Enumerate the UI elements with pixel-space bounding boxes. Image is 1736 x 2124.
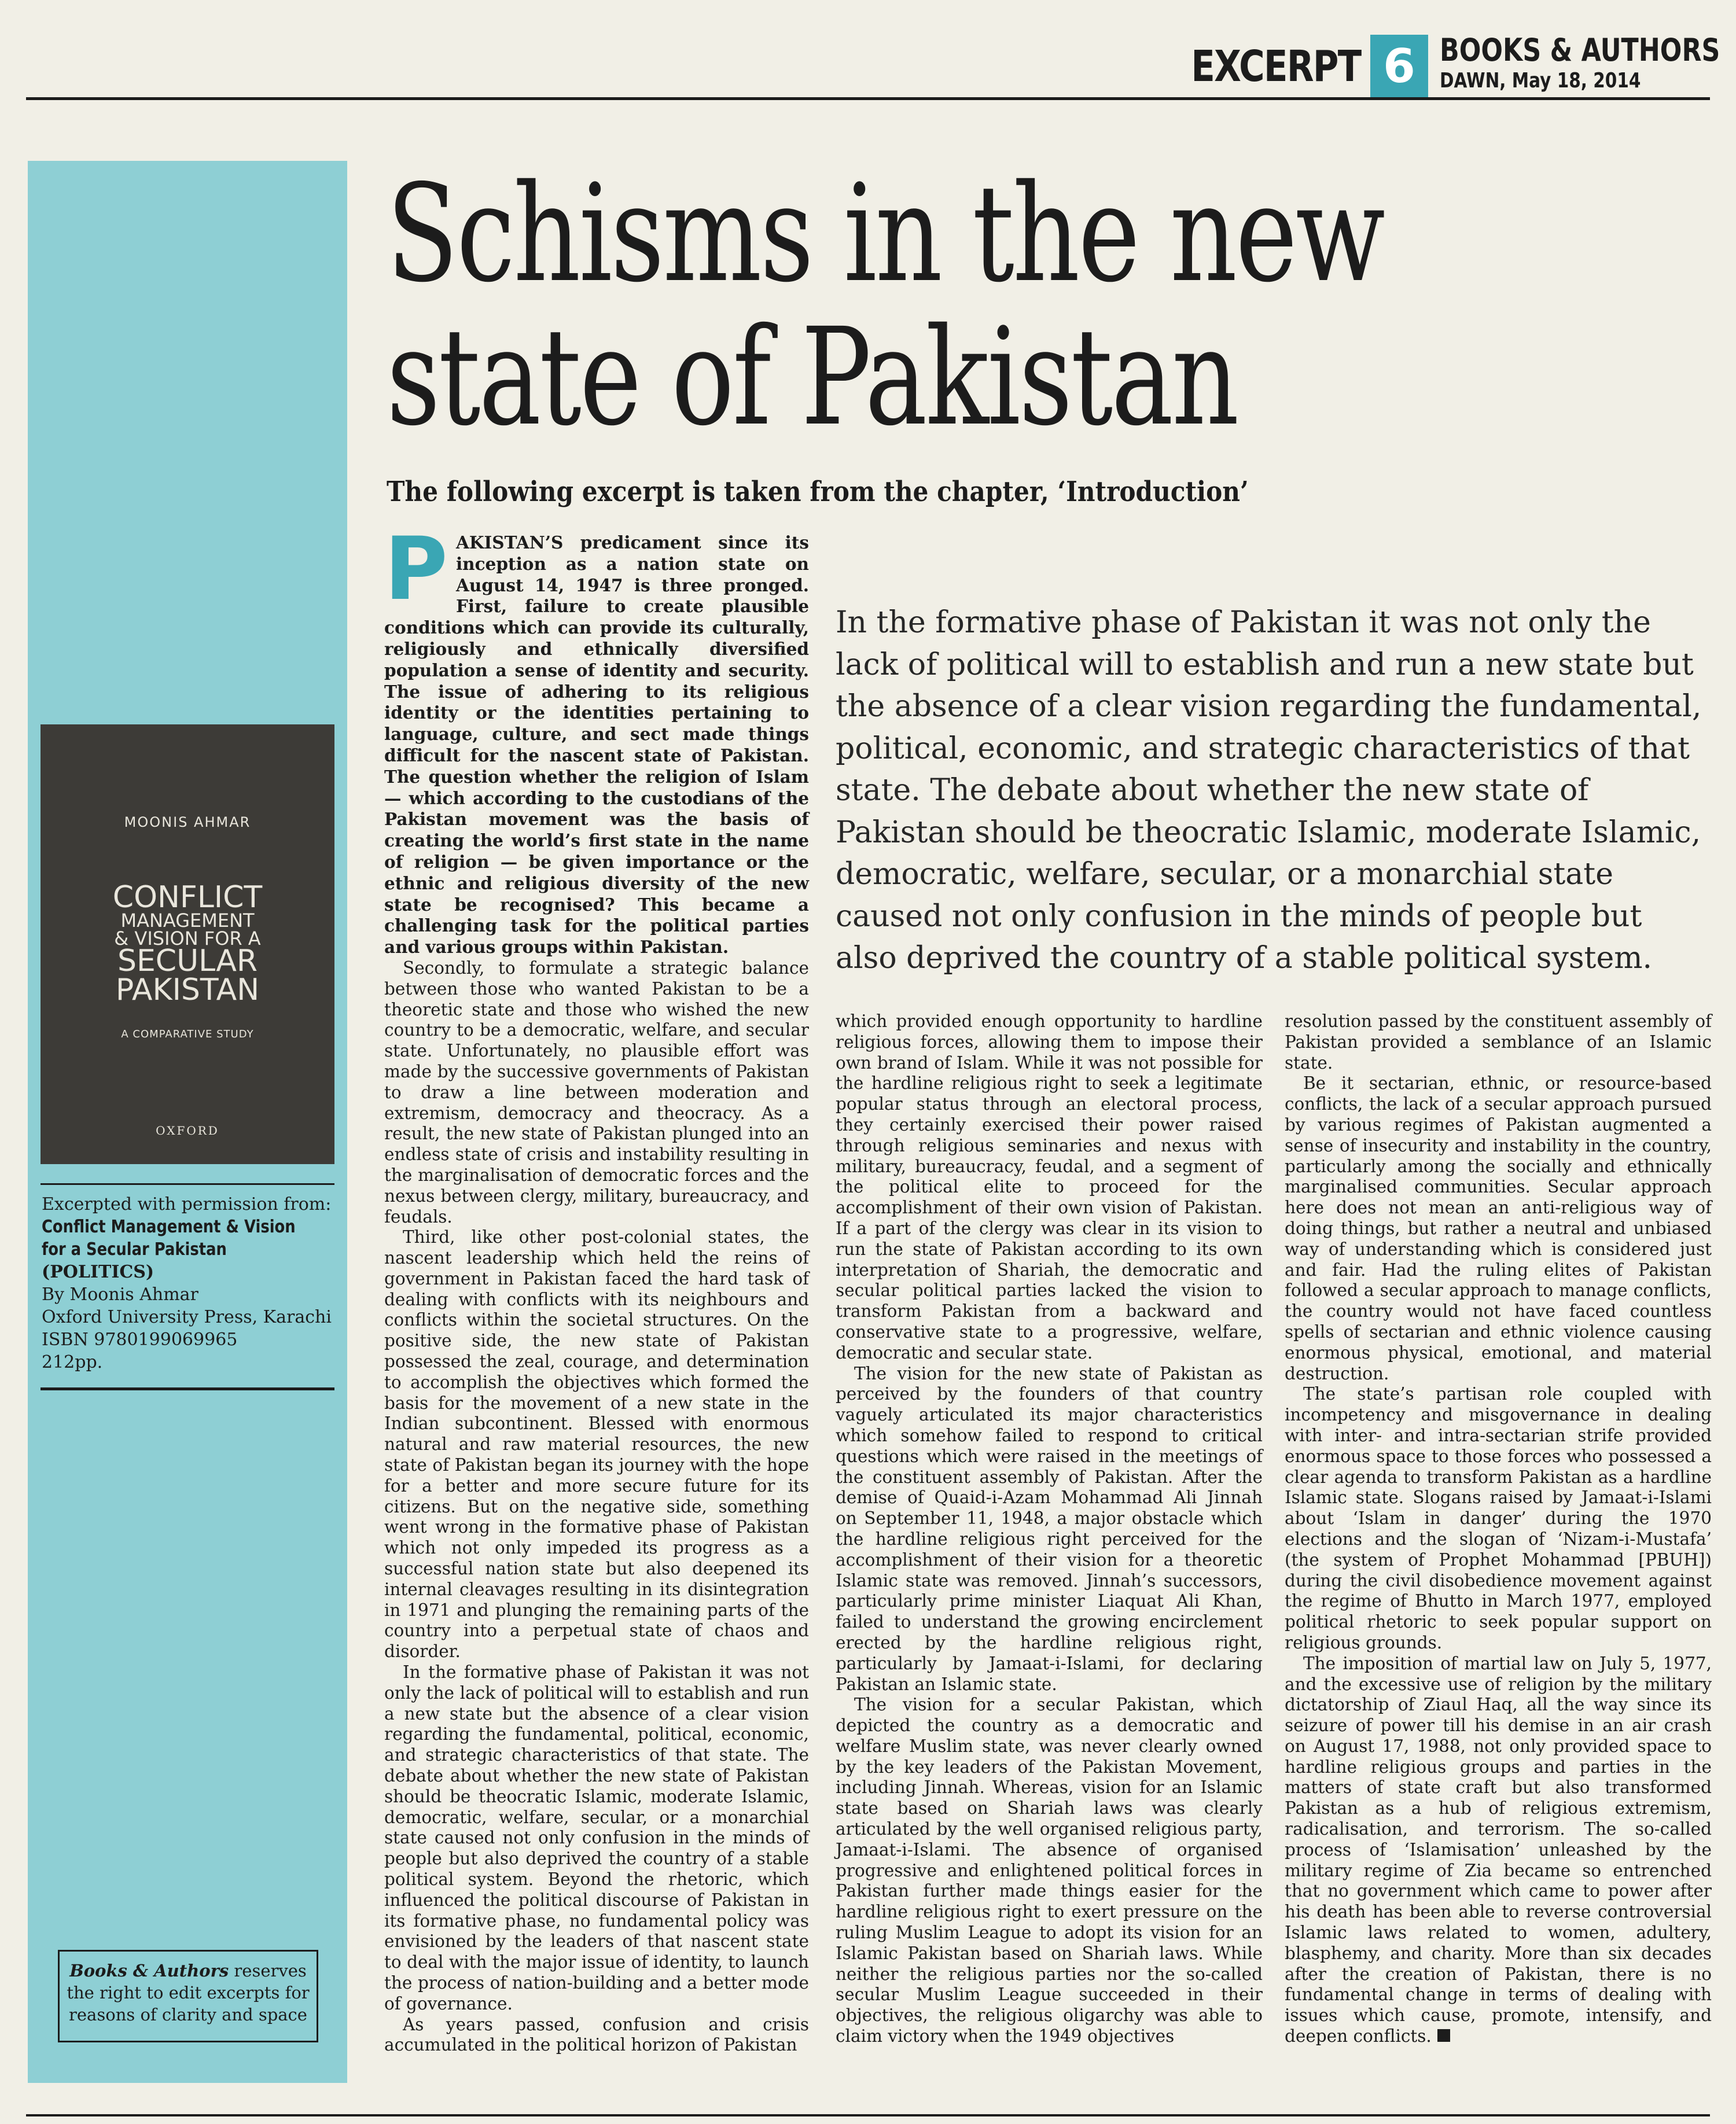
body-paragraph: As years passed, confusion and crisis accumulated in the political horizon of Pakistan xyxy=(384,2014,809,2055)
credits-isbn: ISBN 9780199069965 xyxy=(42,1330,238,1350)
editorial-note-brand: Books & Authors xyxy=(69,1961,229,1981)
excerpt-label: EXCERPT xyxy=(1191,42,1361,91)
cover-title-line: & VISION FOR A xyxy=(114,927,261,949)
credits-rule xyxy=(41,1183,334,1185)
credits-author: By Moonis Ahmar xyxy=(42,1284,198,1305)
editorial-note-text: reserves the right to edit excerpts for reasons of clarity and space xyxy=(67,1961,310,2024)
masthead-rule xyxy=(26,97,1710,100)
article-column-2 xyxy=(836,1011,1263,2047)
cover-title-line: MANAGEMENT xyxy=(120,910,255,932)
cover-title xyxy=(41,880,334,1007)
issue-date: DAWN, May 18, 2014 xyxy=(1440,69,1641,93)
cover-title-line: CONFLICT xyxy=(112,880,263,915)
article-column-1 xyxy=(384,519,809,2056)
credits-category: (POLITICS) xyxy=(42,1262,155,1282)
credits-pages: 212pp. xyxy=(42,1352,103,1372)
headline: Schisms in the new state of Pakistan xyxy=(387,156,1384,455)
bottom-rule xyxy=(26,2114,1710,2116)
body-paragraph: In the formative phase of Pakistan it was not only the lack of political will to establish and run a new state but the absence of a clear vision regarding the fundamental, political, economic, and strategic characteristics of that state. The debate about whether the new state of Pakistan should be theocratic Islamic, moderate Islamic, democratic, welfare, secular, or a monarchial state caused not only confusion in the minds of people but also deprived the country of a stable political system. Beyond the rhetoric, which influenced the political discourse of Pakistan in its formative phase, no fundamental policy was envisioned by the leaders of that nascent state to deal with the major issue of identity, to launch the process of nation-building and a better mode of governance. xyxy=(384,1662,809,2013)
editorial-note xyxy=(58,1950,318,2042)
body-paragraph: The state’s partisan role coupled with incompetency and misgovernance in dealing with inter- and intra-sectarian strife provided enormous space to those forces who possessed a clear agenda to transform Pakistan as a hardline Islamic state. Slogans raised by Jamaat-i-Islami about ‘Islam in danger’ during the 1970 elections and the slogan of ‘Nizam-i-Mustafa’ (the system of Prophet Mohammad [PBUH]) during the civil disobedience movement against the regime of Bhutto in March 1977, employed political rhetoric to seek popular support on religious grounds. xyxy=(1285,1384,1712,1652)
body-paragraph: The vision for the new state of Pakistan as perceived by the founders of that country vaguely articulated its major characteristics which somehow failed to respond to critical questions which were raised in the meetings of the constituent assembly of Pakistan. After the demise of Quaid-i-Azam Mohammad Ali Jinnah on September 11, 1948, a major obstacle which the hardline religious right perceived for the accomplishment of their vision for a theoretic Islamic state was removed. Jinnah’s successors, particularly prime minister Liaquat Ali Khan, failed to understand the growing encirclement erected by the hardline religious right, particularly by Jamaat-i-Islami, for declaring Pakistan an Islamic state. xyxy=(836,1363,1263,1694)
body-paragraph: Secondly, to formulate a strategic balance between those who wanted Pakistan to be a theoretic state and those who wished the new country to be a democratic, welfare, and secular state. Unfortunately, no plausible effort was made by the successive governments of Pakistan to draw a line between moderation and extremism, democracy and theocracy. As a result, the new state of Pakistan plunged into an endless state of crisis and instability resulting in the marginalisation of democratic forces and the nexus between clergy, military, bureaucracy, and feudals. xyxy=(384,958,809,1227)
end-mark-icon xyxy=(1437,2029,1450,2042)
body-paragraph: resolution passed by the constituent assembly of Pakistan provided a semblance of an Islamic state. xyxy=(1285,1011,1712,1073)
body-paragraph: Third, like other post-colonial states, the nascent leadership which held the reins of government in Pakistan faced the hard task of dealing with conflicts with its neighbours and conflicts within the societal structures. On the positive side, the new state of Pakistan possessed the zeal, courage, and determination to accomplish the objectives which formed the basis for the movement of a new state in the Indian subcontinent. Blessed with enormous natural and raw material resources, the new state of Pakistan began its journey with the hope for a better and more secure future for its citizens. But on the negative side, something went wrong in the formative phase of Pakistan which not only impeded its progress as a successful nation state but also deepened its internal cleavages resulting in its disintegration in 1971 and plunging the remaining parts of the country into a perpetual state of chaos and disorder. xyxy=(384,1227,809,1662)
final-paragraph-text: The imposition of martial law on July 5, 1977, and the excessive use of religion by the military dictatorship of Ziaul Haq, all the way since its seizure of power till his demise in an air crash on August 17, 1988, not only provided space to hardline religious groups and parties in the matters of state craft but also transformed Pakistan as a hub of religious extremism, radicalisation, and terrorism. The so-called process of ‘Islamisation’ unleashed by the military regime of Zia became so entrenched that no government which came to power after his death has been able to reverse controversial Islamic laws related to women, adultery, blasphemy, and charity. More than six decades after the creation of Pakistan, there is no fundamental change in terms of dealing with issues which cause, promote, intensify, and deepen conflicts. xyxy=(1285,1653,1712,2046)
body-paragraph: which provided enough opportunity to hardline religious forces, allowing them to impose their own brand of Islam. While it was not possible for the hardline religious right to seek a legitimate popular status through an electoral process, they certainly exercised their power raised through religious seminaries and nexus with military, bureaucracy, feudal, and a segment of the political elite to proceed for the accomplishment of their own vision of Pakistan. If a part of the clergy was clear in its vision to run the state of Pakistan according to its own interpretation of Shariah, the democratic and secular political parties lacked the vision to transform Pakistan from a backward and conservative state to a progressive, welfare, democratic and secular state. xyxy=(836,1011,1263,1363)
cover-title-line: SECULAR xyxy=(117,944,258,979)
article-column-3 xyxy=(1285,1011,1712,2047)
cover-subtitle: A COMPARATIVE STUDY xyxy=(121,1028,254,1040)
body-paragraph xyxy=(1285,1654,1712,2047)
credits-rule xyxy=(41,1387,334,1390)
lead-paragraph xyxy=(384,519,809,958)
credits-intro: Excerpted with permission from: xyxy=(42,1194,332,1214)
cover-title-line: PAKISTAN xyxy=(115,972,260,1007)
deck: The following excerpt is taken from the chapter, ‘Introduction’ xyxy=(387,476,1249,508)
pull-quote: In the formative phase of Pakistan it was not only the lack of political will to establish and run a new state but the absence of a clear vision regarding the fundamental, political, economic, and strategic characteristics of that state. The debate about whether the new state of Pakistan should be theocratic Islamic, moderate Islamic, democratic, welfare, secular, or a monarchial state caused not only confusion in the minds of people but also deprived the country of a stable political system. xyxy=(836,605,1702,976)
credits-publisher: Oxford University Press, Karachi xyxy=(42,1307,332,1327)
body-paragraph: Be it sectarian, ethnic, or resource-based conflicts, the lack of a secular approach pursued by various regimes of Pakistan augmented a sense of insecurity and instability in the country, particularly among the socially and ethnically marginalised communities. Secular approach here does not mean an anti-religious way of doing things, but rather a neutral and unbiased way of understanding which is considered just and fair. Had the ruling elites of Pakistan followed a secular approach to manage conflicts, the country would not have faced countless spells of sectarian and ethnic violence causing enormous physical, emotional, and material destruction. xyxy=(1285,1073,1712,1383)
book-cover xyxy=(41,724,334,1164)
cover-publisher: OXFORD xyxy=(156,1124,219,1138)
credits-book-title: for a Secular Pakistan xyxy=(42,1239,227,1260)
section-title: BOOKS & AUTHORS xyxy=(1440,32,1720,68)
page-number: 6 xyxy=(1370,35,1428,97)
credits-book-title: Conflict Management & Vision xyxy=(42,1217,296,1237)
drop-cap: P xyxy=(384,519,448,620)
book-credits xyxy=(42,1193,337,1374)
cover-author: MOONIS AHMAR xyxy=(124,814,251,830)
lead-text: AKISTAN’S predicament since its inception as a nation state on August 14, 1947 is three pronged. First, failure to create plausible conditions which can provide its culturally, religiously and ethnically diversified population a sense of identity and security. The issue of adhering to its religious identity or the identities pertaining to language, culture, and sect made things difficult for the nascent state of Pakistan. The question whether the religion of Islam — which according to the custodians of the Pakistan movement was the basis of creating the world’s first state in the name of religion — be given importance or the ethnic and religious diversity of the new state be recognised? This became a challenging task for the political parties and various groups within Pakistan. xyxy=(384,532,809,958)
body-paragraph: The vision for a secular Pakistan, which depicted the country as a democratic and welfare Muslim state, was never clearly owned by the key leaders of the Pakistan Movement, including Jinnah. Whereas, vision for an Islamic state based on Shariah laws was clearly articulated by the well organised religious party, Jamaat-i-Islami. The absence of organised progressive and enlightened political forces in Pakistan further made things easier for the hardline religious right to exert pressure on the ruling Muslim League to adopt its vision for an Islamic Pakistan based on Shariah laws. While neither the religious parties nor the so-called secular Muslim League succeeded in their objectives, the religious oligarchy was able to claim victory when the 1949 objectives xyxy=(836,1695,1263,2046)
